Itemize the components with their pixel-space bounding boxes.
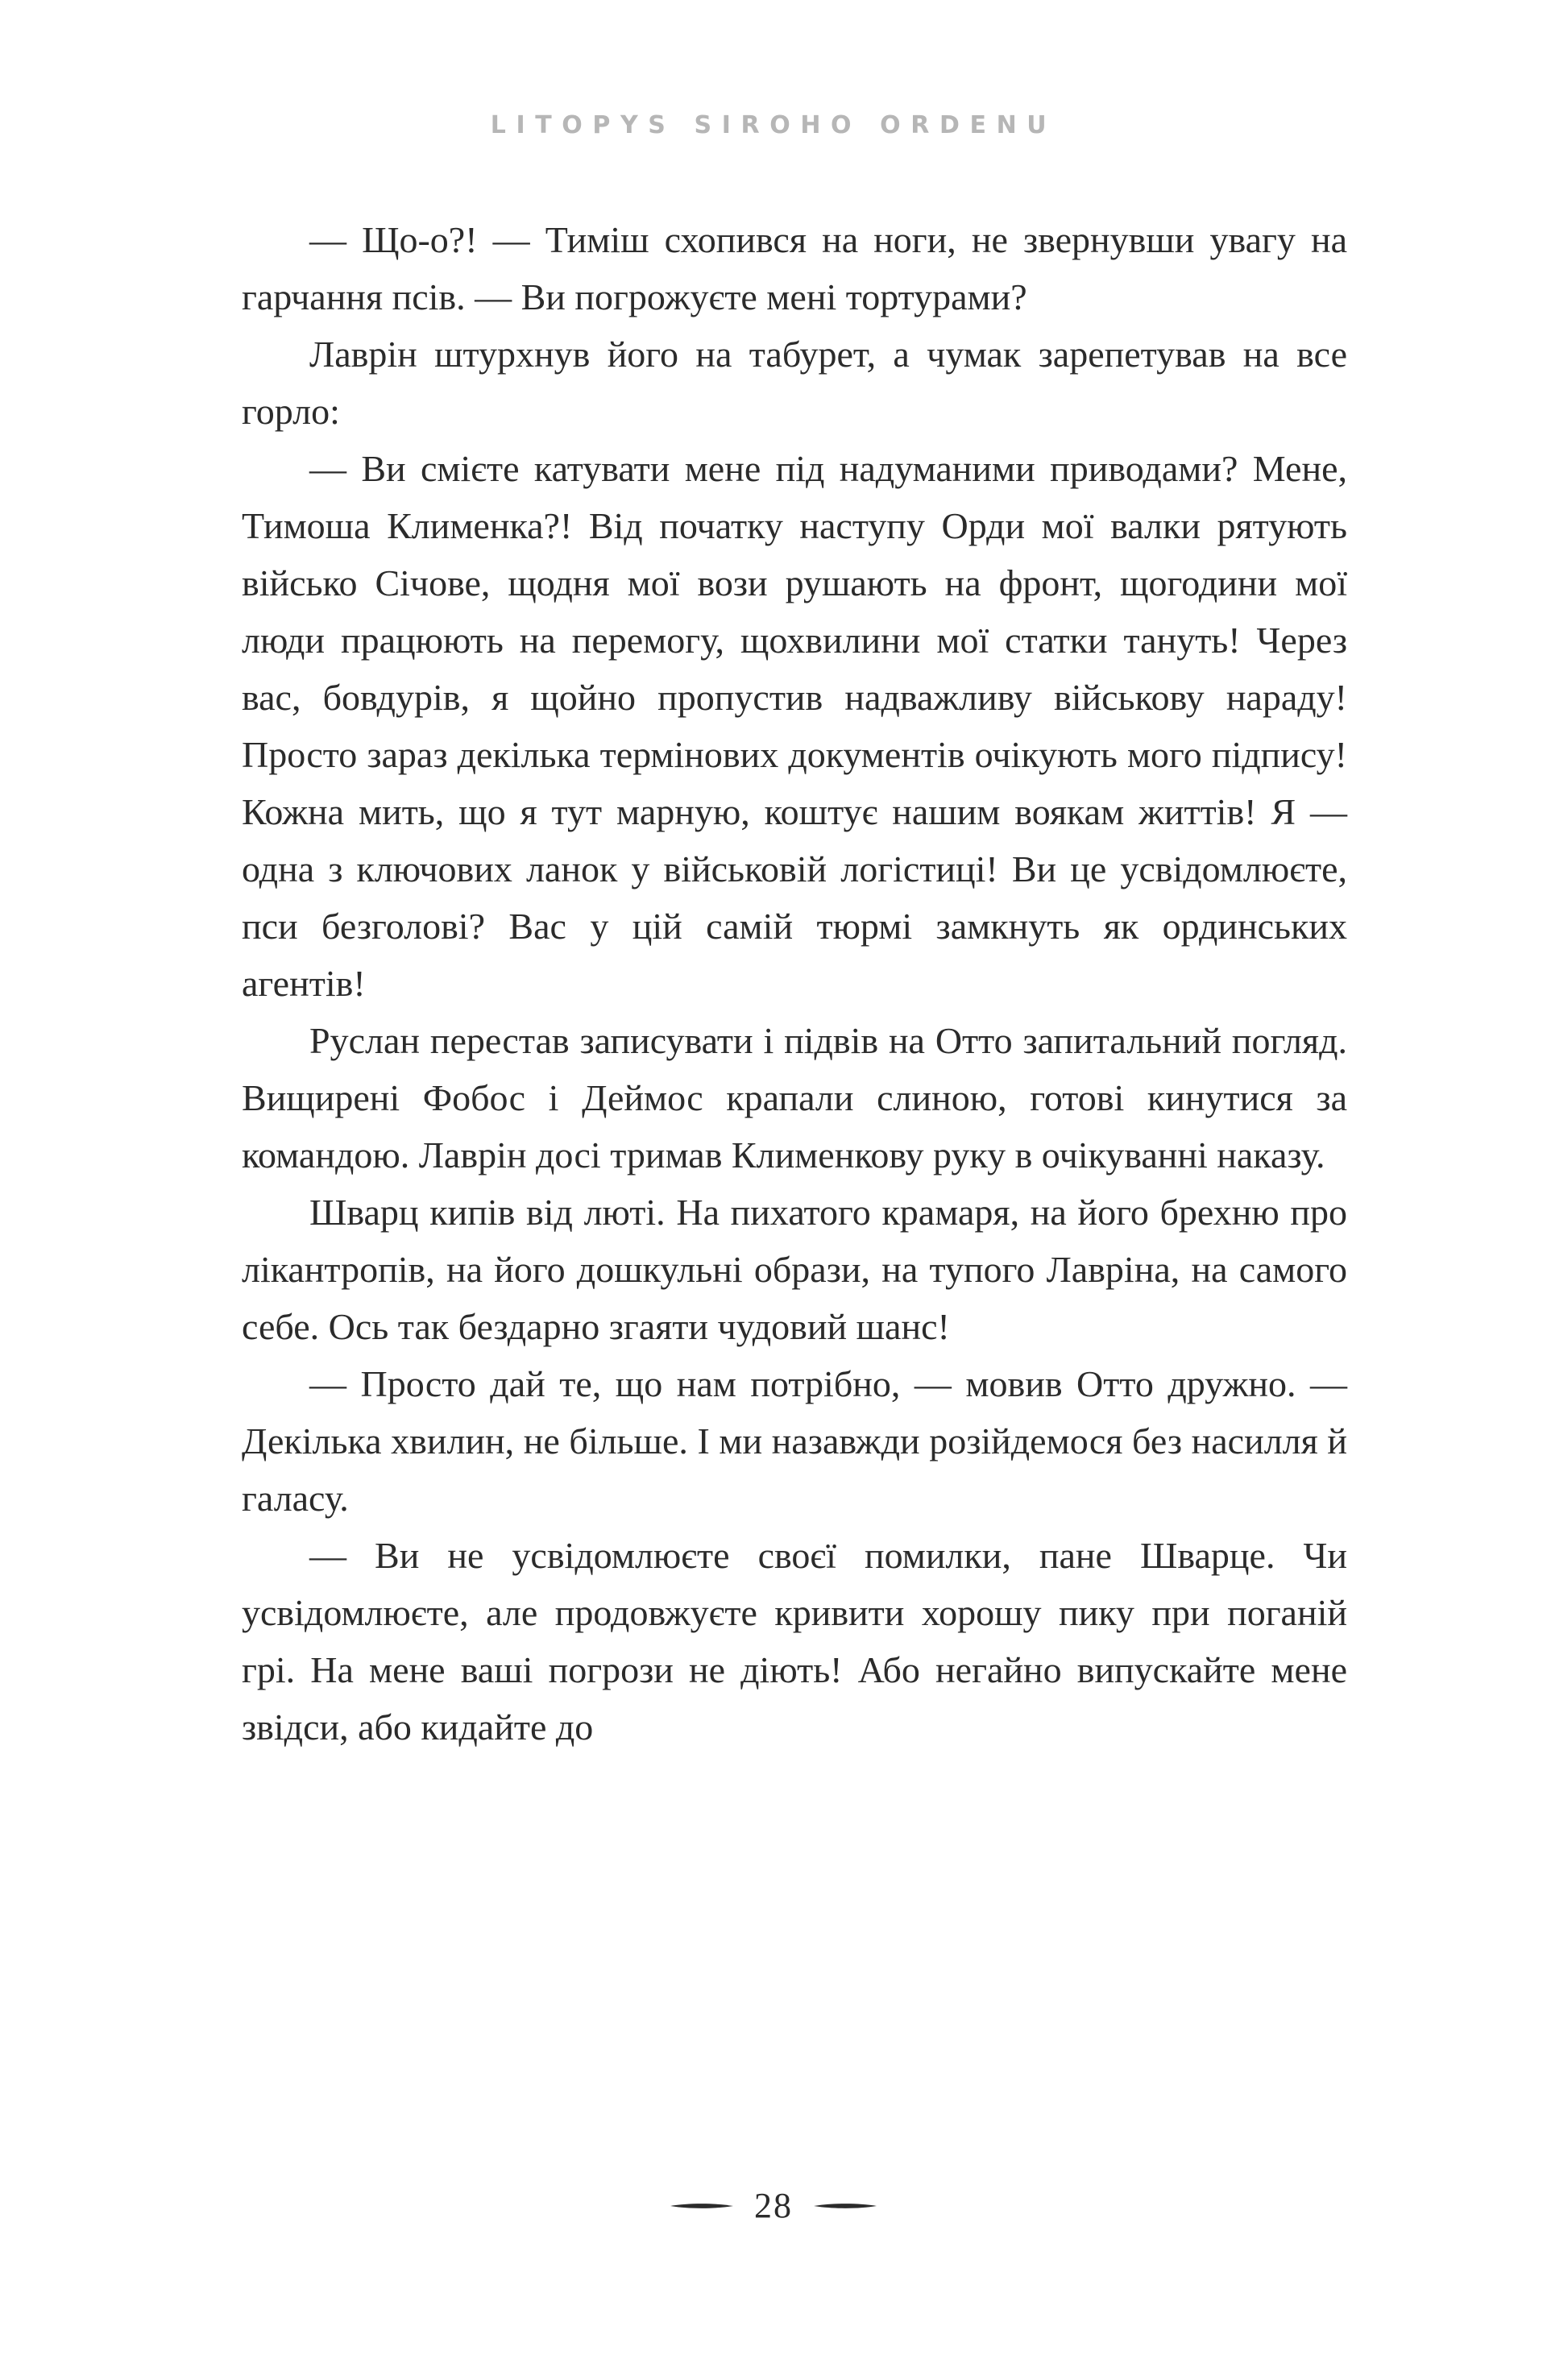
footer-ornament-right-icon: [814, 2201, 877, 2211]
paragraph: — Просто дай те, що нам потрібно, — мовив Отто дружно. — Декілька хвилин, не більше. І ми назавжди розійдемося без насилля й галасу.: [242, 1363, 1347, 1519]
page-footer: [0, 2185, 1547, 2226]
paragraph: Шварц кипів від люті. На пихатого крамаря, на його брехню про лікантропів, на його дошкульні образи, на тупого Лавріна, на самого себе. Ось так бездарно згаяти чудовий шанс!: [242, 1192, 1347, 1347]
paragraph: — Ви не усвідомлюєте своєї помилки, пане Шварце. Чи усвідомлюєте, але продовжуєте кривити хорошу пику при поганій грі. На мене ваші погрози не діють! Або негайно випускайте мене звідси, або кидайте до: [242, 1535, 1347, 1748]
footer-ornament-left-icon: [670, 2201, 733, 2211]
paragraph: Руслан перестав записувати і підвів на Отто запитальний погляд. Вищирені Фобос і Деймос крапали слиною, готові кинутися за командою. Лаврін досі тримав Клименкову руку в очікуванні наказу.: [242, 1020, 1347, 1175]
paragraph: — Ви смієте катувати мене під надуманими приводами? Мене, Тимоша Клименка?! Від початку наступу Орди мої валки рятують військо Січове, щодня мої вози рушають на фронт, щогодини мої люди працюють на перемогу, щохвилини мої статки тануть! Через вас, бовдурів, я щойно пропустив надважливу військову нараду! Просто зараз декілька термінових документів очікують мого підпису! Кожна мить, що я тут марную, коштує нашим воякам життів! Я — одна з ключових ланок у військовій логістиці! Ви це усвідомлюєте, пси безголові? Вас у цій самій тюрмі замкнуть як ординських агентів!: [242, 448, 1347, 1004]
body-text-block: [242, 211, 1347, 1756]
page-number: 28: [754, 2186, 793, 2225]
running-header: LITOPYS SIROHO ORDENU: [490, 111, 1057, 139]
paragraph: Лаврін штурхнув його на табурет, а чумак зарепетував на все горло:: [242, 334, 1347, 432]
paragraph: — Що-о?! — Тиміш схопився на ноги, не звернувши увагу на гарчання псів. — Ви погрожуєте мені тортурами?: [242, 219, 1347, 317]
